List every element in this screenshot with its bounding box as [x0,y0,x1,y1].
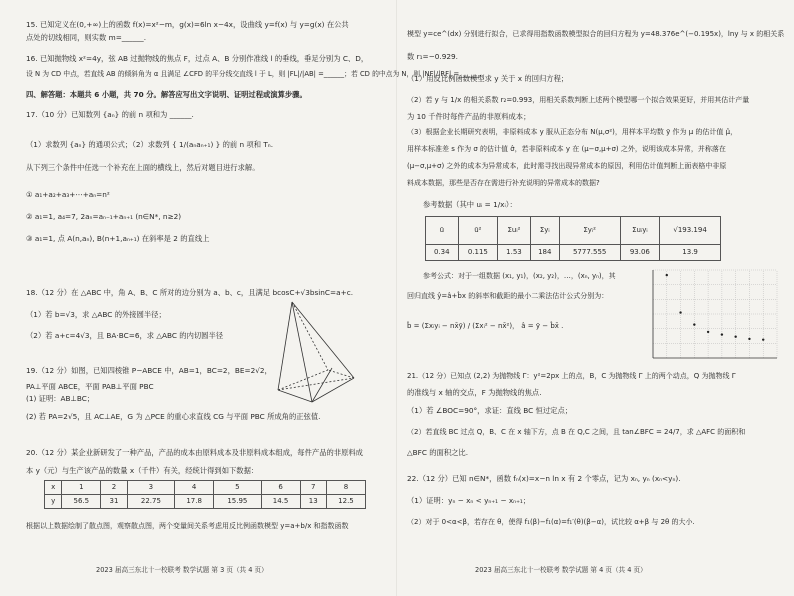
table-cell: 14.5 [261,495,300,509]
table-cell: 31 [101,495,127,509]
q20-part-3d: 料成本数据，那些是否存在需进行补充说明的异常成本的数据? [407,179,600,187]
table-cell: ū [426,217,459,245]
table-row-x [45,481,366,495]
table-cell: x [45,481,62,495]
table-row-head [426,217,721,245]
q20-text-2: 本 y（元）与生产该产品的数量 x（千件）有关，经统计得到如下数据： [26,466,259,475]
scatter-point [666,274,668,276]
q15-text: 15. 已知定义在(0,+∞)上的函数 f(x)=x²−m，g(x)=6ln x−4x，设曲线 y=f(x) 与 y=g(x) 在公共 [26,20,349,29]
q17-condition-3: ③ a₁=1, 点 A(n,aₙ), B(n+1,aₙ₊₁) 在斜率是 2 的直线上 [26,234,210,243]
q21-part-2b: △BFC 的面积之比. [407,448,469,457]
scatter-plot [643,266,781,366]
q22-part-2: （2）对于 0<α<β，若存在 θ，使得 f₁(β)−f₁(α)=f₁′(θ)(β−α)，试比较 α+β 与 2θ 的大小. [407,518,695,526]
table-cell: 56.5 [62,495,101,509]
formula-intro-2: 回归直线 ŷ=â+b̂x 的斜率和截距的最小二乘法估计公式分别为： [407,292,609,300]
scatter-point [707,331,709,333]
table-cell: Σuᵢ² [498,217,531,245]
table-cell: 6 [261,481,300,495]
q21-text-2: 的准线与 x 轴的交点，F 为抛物线的焦点. [407,388,542,397]
q20-text-3: 根据以上数据绘制了散点图，观察散点图，两个变量间关系考虑用反比例函数模型 y=a+b/x 和指数函数 [26,522,349,530]
q21-part-2: （2）若直线 BC 过点 Q，B、C 在 x 轴下方，点 B 在 Q,C 之间，且 tan∠BFC = 24/7，求 △AFC 的面积和 [407,428,746,436]
table-cell: 2 [101,481,127,495]
q16-text-2: 设 N 为 CD 中点，若直线 AB 的倾斜角为 α 且满足 ∠CFD 的平分线交直线 l 于 L，则 |FL|/|AB| =______；若 CD 的中点为 N，则 |NF|/|RF| =______. [26,70,482,78]
q20-cont-text-2: 数 r₁=−0.929. [407,52,458,61]
q20-text: 20.（12 分）某企业新研发了一种产品，产品的成本由原料成本及非原料成本组成，每件产品的非原料成 [26,448,363,457]
q18-text: 18.（12 分）在 △ABC 中，角 A、B、C 所对的边分别为 a、b、c，且满足 bcosC+√3bsinC=a+c. [26,288,354,297]
table-cell: 1.53 [498,245,531,261]
table-cell: 93.06 [620,245,660,261]
q17-parts: （1）求数列 {aₙ} 的通项公式；（2）求数列 { 1/(aₙaₙ₊₁) } 的前 n 项和 Tₙ. [26,140,274,149]
q21-text: 21.（12 分）已知点 (2,2) 为抛物线 Γ：y²=2px 上的点，B，C 为抛物线 Γ 上的两个动点，Q 为抛物线 Γ [407,372,736,380]
q21-part-1: （1）若 ∠BOC=90°，求证：直线 BC 恒过定点； [407,406,573,415]
table-cell: 0.34 [426,245,459,261]
table-cell: 13.9 [660,245,721,261]
section-heading: 四、解答题：本题共 6 小题，共 70 分。解答应写出文字说明、证明过程或演算步骤。 [26,90,307,99]
table-cell: y [45,495,62,509]
pyramid-figure [270,296,362,408]
table-cell: 4 [175,481,214,495]
q17-hint: 从下列三个条件中任选一个补充在上面的横线上，然后对题目进行求解。 [26,163,260,172]
table-cell: Σyᵢ² [559,217,620,245]
table-cell: 3 [127,481,174,495]
q20-part-2b: 为 10 千件时每件产品的非原料成本； [407,112,531,121]
table-cell: √193.194 [660,217,721,245]
q20-data-table [44,480,366,509]
reference-data-label: 参考数据（其中 uᵢ = 1/xᵢ）： [423,200,517,209]
q20-part-3: （3）根据企业长期研究表明，非原料成本 y 服从正态分布 N(μ,σ²)，用样本平均数 ȳ 作为 μ 的估计值 μ̂， [407,128,738,136]
right-footer: 2023 届高三东北十一校联考 数学试题 第 4 页（共 4 页） [475,566,647,574]
scatter-point [734,336,736,338]
table-cell: 12.5 [326,495,365,509]
table-cell: Σuᵢyᵢ [620,217,660,245]
q15-text-2: 点处的切线相同，则实数 m=______. [26,33,147,42]
q18-part-2: （2）若 a+c=4√3，且 BA·BC=6，求 △ABC 的内切圆半径 [26,331,224,340]
q18-part-1: （1）若 b=√3，求 △ABC 的外接圆半径； [26,310,166,319]
table-row-values [426,245,721,261]
table-cell: 15.95 [214,495,261,509]
table-cell: 17.8 [175,495,214,509]
q20-part-3b: 用样本标准差 s 作为 σ 的估计值 σ̂，若非原料成本 y 在 (μ−σ,μ+σ) 之外，说明该成本异常，并称落在 [407,145,726,153]
q22-part-1: （1）证明：yₙ − xₙ < yₙ₊₁ − xₙ₊₁； [407,496,531,505]
scatter-point [721,333,723,335]
left-footer: 2023 届高三东北十一校联考 数学试题 第 3 页（共 4 页） [96,566,268,574]
reference-data-table [425,216,721,261]
table-cell: 5 [214,481,261,495]
q17-text: 17.（10 分）已知数列 {aₙ} 的前 n 项和为 ______. [26,110,194,119]
q19-part-1: (1) 证明：AB⊥BC； [26,394,95,403]
table-cell: 0.115 [458,245,498,261]
table-cell: 13 [300,495,326,509]
scatter-point [693,323,695,325]
table-cell: 8 [326,481,365,495]
q16-text: 16. 已知抛物线 x²=4y，弦 AB 过抛物线的焦点 F，过点 A、B 分别作准线 l 的垂线，垂足分别为 C、D， [26,54,369,63]
formula-intro: 参考公式：对于一组数据 (x₁, y₁)，(x₂, y₂)，…，(xₙ, yₙ)，其 [423,272,616,280]
q20-part-2: （2）若 y 与 1/x 的相关系数 r₂=0.993，用相关系数判断上述两个模型哪一个拟合效果更好，并用其估计产量 [407,96,750,104]
scatter-point [762,338,764,340]
q20-part-3c: (μ−σ,μ+σ) 之外的成本为异常成本，此时需寻找出现异常成本的原因，利用估计值判断上面表格中非原 [407,162,727,170]
q19-text-2: PA⊥平面 ABCE，平面 PAB⊥平面 PBC [26,382,154,391]
q19-text: 19.（12 分）如图，已知四棱锥 P−ABCE 中，AB=1，BC=2，BE=2√2， [26,366,272,375]
table-cell: Σyᵢ [530,217,559,245]
table-cell: 22.75 [127,495,174,509]
q20-cont-text: 模型 y=ce^(dx) 分别进行拟合，已求得用指数函数模型拟合的回归方程为 y=48.376e^(−0.195x)，lny 与 x 的相关系 [407,30,785,38]
formula-expression: b̂ = (Σxᵢyᵢ − nx̄ȳ) / (Σxᵢ² − nx̄²)， â = ȳ − b̂x̄ . [407,322,564,330]
q19-part-2: (2) 若 PA=2√5，且 AC⊥AE，G 为 △PCE 的重心求直线 CG 与平面 PBC 所成角的正弦值. [26,412,321,421]
q17-condition-2: ② a₁=1, a₄=7, 2aₙ=aₙ₋₁+aₙ₊₁ (n∈N*, n≥2) [26,212,182,221]
table-cell: 5777.555 [559,245,620,261]
table-cell: 184 [530,245,559,261]
table-cell: ū² [458,217,498,245]
scatter-point [679,311,681,313]
q17-condition-1: ① a₁+a₂+a₃+⋯+aₙ=n² [26,190,110,199]
q20-part-1: （1）用反比例函数模型求 y 关于 x 的回归方程； [407,74,569,83]
table-cell: 1 [62,481,101,495]
scatter-point [748,338,750,340]
right-page [397,0,794,596]
table-row-y [45,495,366,509]
table-cell: 7 [300,481,326,495]
q22-text: 22.（12 分）已知 n∈N*，函数 fₙ(x)=x−n ln x 有 2 个零点，记为 xₙ, yₙ (xₙ<yₙ). [407,474,681,483]
